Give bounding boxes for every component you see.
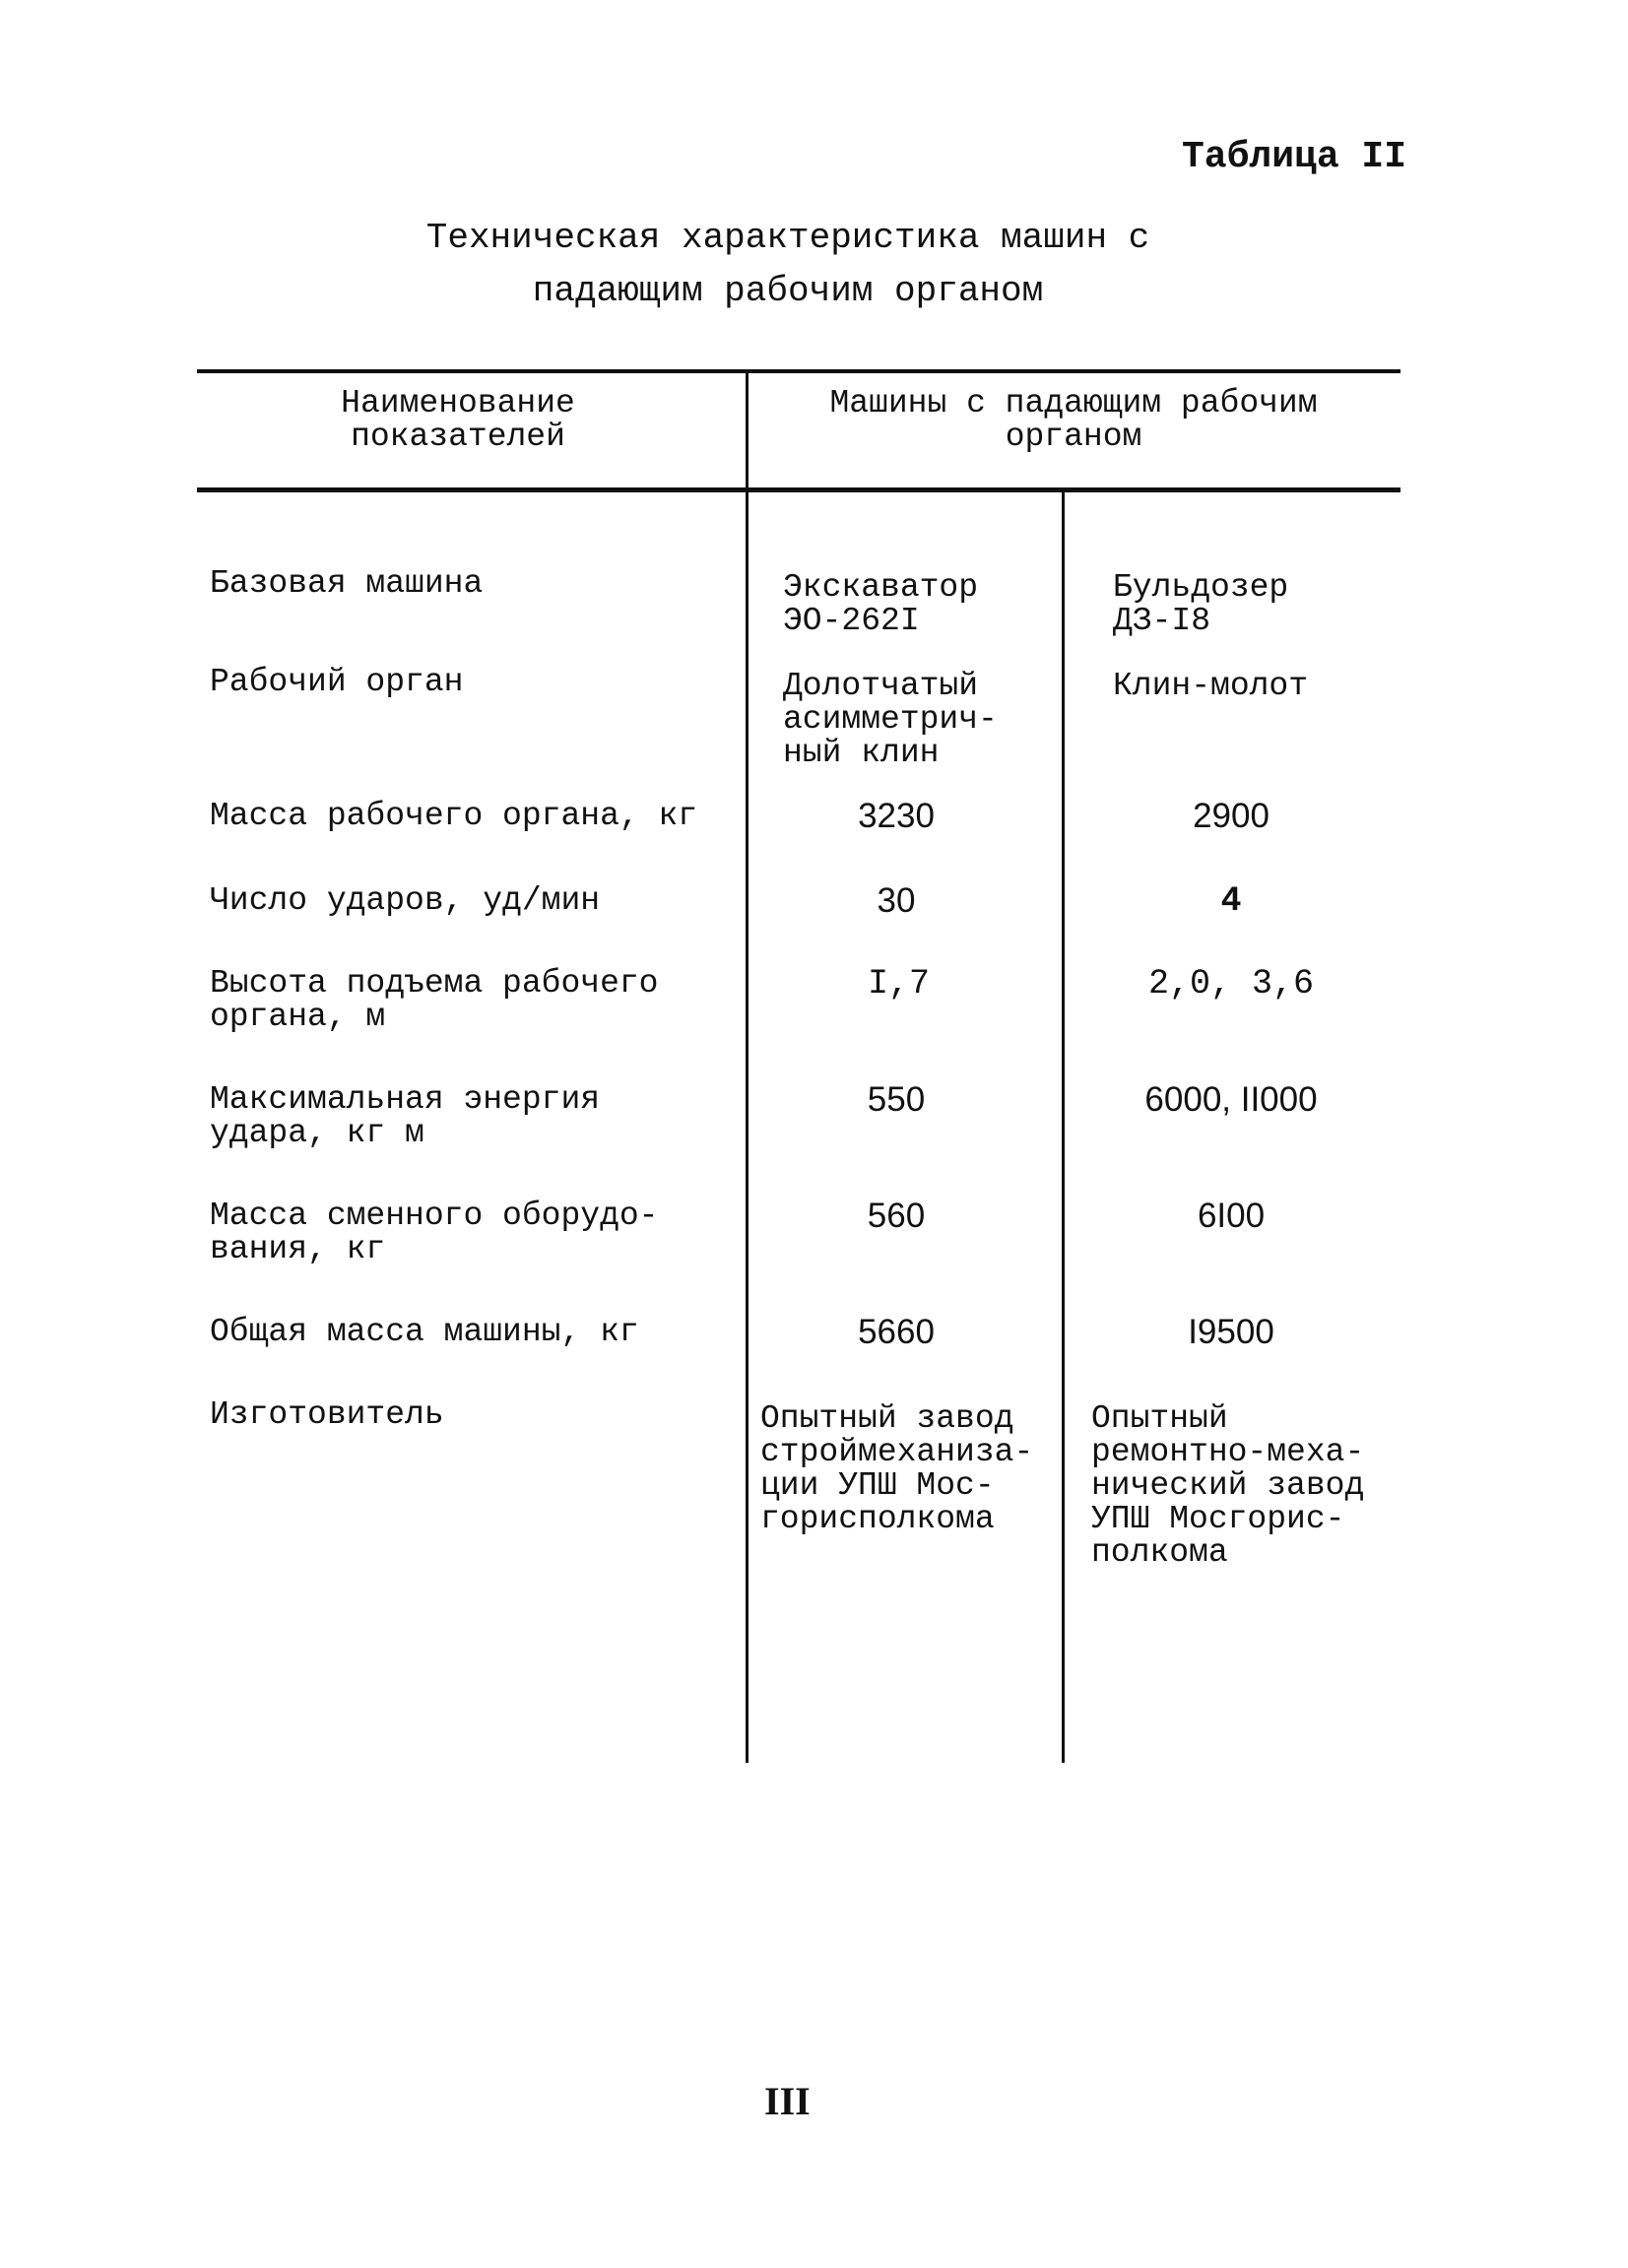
cell-excavator-working-body-mass: 3230	[858, 797, 935, 835]
header-bottom-rule	[197, 487, 1400, 492]
row-label-base-machine: Базовая машина	[210, 565, 484, 602]
row-label-max-blow-energy: Максимальная энергия удара, кг м	[210, 1081, 601, 1151]
cell-bulldozer-working-body: Клин-молот	[1113, 668, 1309, 704]
cell-excavator-working-body: Долотчатый асимметрич- ный клин	[783, 668, 998, 771]
row-label-blows-per-minute: Число ударов, уд/мин	[210, 882, 601, 919]
cell-bulldozer-manufacturer: Опытный ремонтно-меха- нический завод УПШ Мосгорис- полкома	[1091, 1400, 1365, 1571]
cell-bulldozer-working-body-mass: 2900	[1193, 797, 1270, 835]
cell-excavator-max-blow-energy: 550	[867, 1080, 926, 1119]
row-label-lift-height: Высота подъема рабочего органа, м	[210, 965, 659, 1035]
page-number: III	[764, 2079, 811, 2123]
cell-excavator-manufacturer: Опытный завод строймеханиза- ции УПШ Мос- горисполкома	[760, 1400, 1034, 1537]
column-divider-2	[1062, 490, 1065, 1763]
cell-bulldozer-base-machine: Бульдозер ДЗ-I8	[1113, 569, 1289, 639]
table-title-line-1: Техническая характеристика машин с	[425, 218, 1150, 258]
row-label-total-machine-mass: Общая масса машины, кг	[210, 1314, 639, 1350]
cell-bulldozer-replaceable-equipment-mass: 6I00	[1197, 1197, 1266, 1235]
cell-bulldozer-lift-height: 2,0, 3,6	[1147, 964, 1315, 1004]
row-label-replaceable-equipment-mass: Масса сменного оборудо- вания, кг	[210, 1198, 659, 1267]
cell-excavator-lift-height: I,7	[867, 964, 930, 1004]
row-label-manufacturer: Изготовитель	[210, 1396, 444, 1433]
header-machines-column: Машины с падающим рабочим органом	[829, 385, 1318, 455]
cell-bulldozer-max-blow-energy: 6000, II000	[1144, 1080, 1318, 1119]
cell-excavator-replaceable-equipment-mass: 560	[867, 1197, 926, 1235]
header-name-column: Наименование показателей	[341, 385, 575, 455]
cell-excavator-base-machine: Экскаватор ЭО-262I	[783, 569, 979, 639]
cell-excavator-blows-per-minute: 30	[877, 881, 916, 920]
row-label-working-body-mass: Масса рабочего органа, кг	[210, 798, 698, 834]
row-label-working-body: Рабочий орган	[210, 664, 464, 700]
column-divider-1	[746, 372, 749, 1763]
table-top-rule	[197, 369, 1400, 373]
cell-bulldozer-total-machine-mass: I9500	[1188, 1313, 1274, 1351]
cell-bulldozer-blows-per-minute: 4	[1220, 881, 1242, 921]
cell-excavator-total-machine-mass: 5660	[858, 1313, 935, 1351]
table-label: Таблица II	[1182, 136, 1407, 178]
table-title-line-2: падающим рабочим органом	[532, 271, 1044, 311]
